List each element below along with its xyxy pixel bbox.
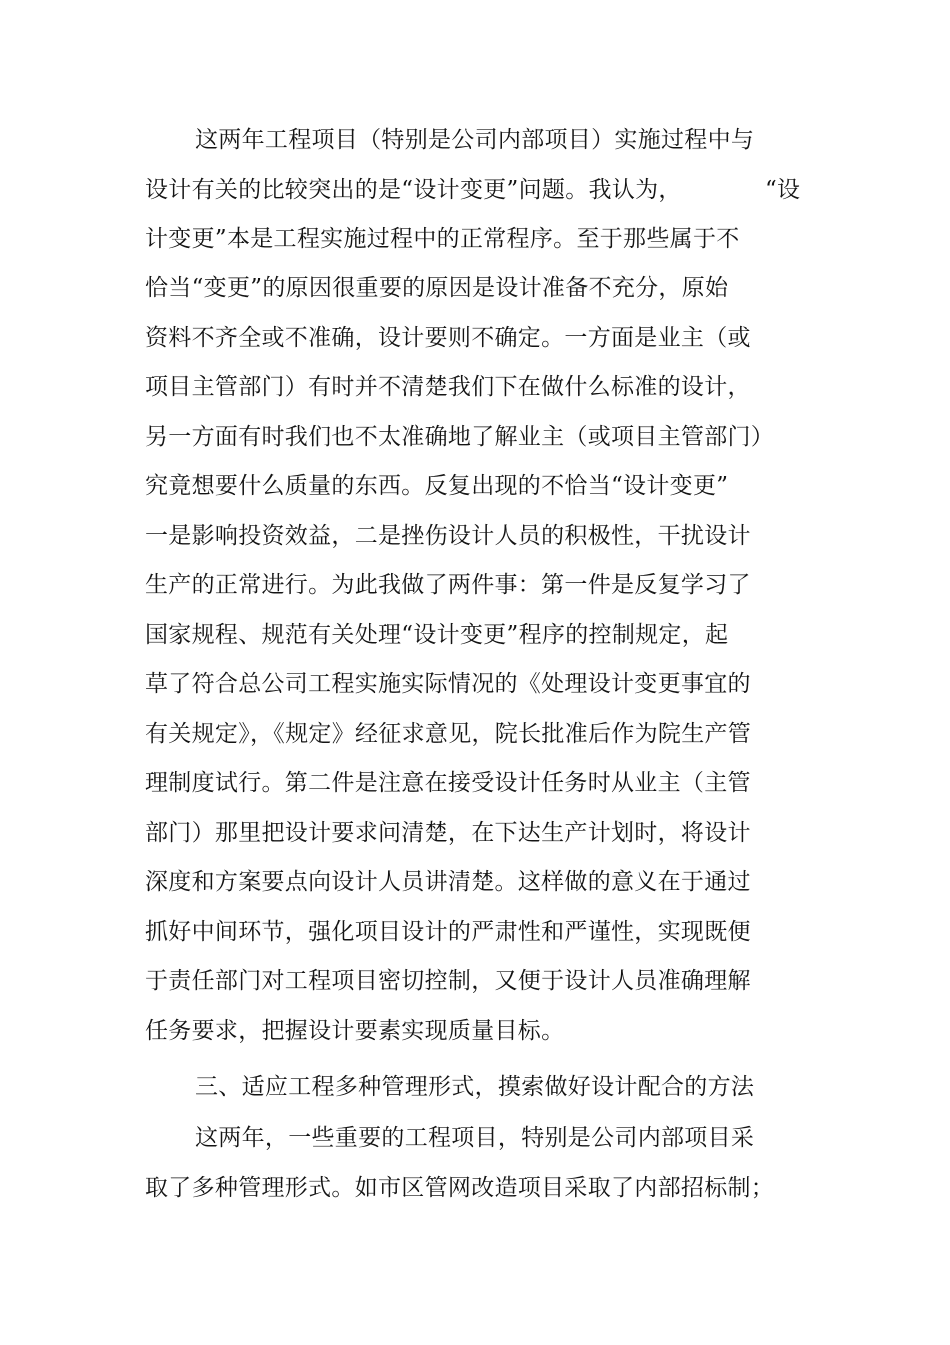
paragraph-line: 一是影响投资效益，二是挫伤设计人员的积极性，干扰设计	[145, 523, 751, 549]
paragraph-line: 另一方面有时我们也不太准确地了解业主（或项目主管部门）	[145, 424, 775, 450]
section-heading: 三、适应工程多种管理形式，摸索做好设计配合的方法	[195, 1074, 755, 1100]
paragraph-line: 资料不齐全或不准确，设计要则不确定。一方面是业主（或	[145, 325, 751, 351]
paragraph-line	[145, 175, 805, 205]
paragraph-line-segment: 设计有关的比较突出的是“设计变更”问题。我认为，	[145, 177, 682, 203]
paragraph-line: 恰当“变更”的原因很重要的原因是设计准备不充分，原始	[145, 275, 729, 301]
paragraph-line: 有关规定》，《规定》经征求意见，院长批准后作为院生产管	[145, 721, 752, 747]
paragraph-line: 项目主管部门）有时并不清楚我们下在做什么标准的设计，	[145, 374, 751, 400]
paragraph-line: 于责任部门对工程项目密切控制，又便于设计人员准确理解	[145, 968, 751, 994]
paragraph-line-segment-right: “设	[765, 177, 801, 203]
paragraph-line: 深度和方案要点向设计人员讲清楚。这样做的意义在于通过	[145, 869, 751, 895]
paragraph-line: 这两年工程项目（特别是公司内部项目）实施过程中与	[195, 127, 755, 153]
paragraph-line: 这两年，一些重要的工程项目，特别是公司内部项目采	[195, 1125, 755, 1151]
paragraph-line: 国家规程、规范有关处理“设计变更”程序的控制规定，起	[145, 622, 729, 648]
paragraph-line: 部门）那里把设计要求问清楚，在下达生产计划时，将设计	[145, 820, 751, 846]
paragraph-line: 生产的正常进行。为此我做了两件事：第一件是反复学习了	[145, 572, 751, 598]
paragraph-line: 取了多种管理形式。如市区管网改造项目采取了内部招标制；	[145, 1175, 775, 1201]
paragraph-line: 理制度试行。第二件是注意在接受设计任务时从业主（主管	[145, 770, 751, 796]
paragraph-line: 究竟想要什么质量的东西。反复出现的不恰当“设计变更”	[145, 473, 729, 499]
paragraph-line: 抓好中间环节，强化项目设计的严肃性和严谨性，实现既便	[145, 919, 751, 945]
paragraph-line: 任务要求，把握设计要素实现质量目标。	[145, 1018, 565, 1044]
paragraph-line: 草了符合总公司工程实施实际情况的《处理设计变更事宜的	[145, 671, 751, 697]
paragraph-line: 计变更”本是工程实施过程中的正常程序。至于那些属于不	[145, 226, 740, 252]
